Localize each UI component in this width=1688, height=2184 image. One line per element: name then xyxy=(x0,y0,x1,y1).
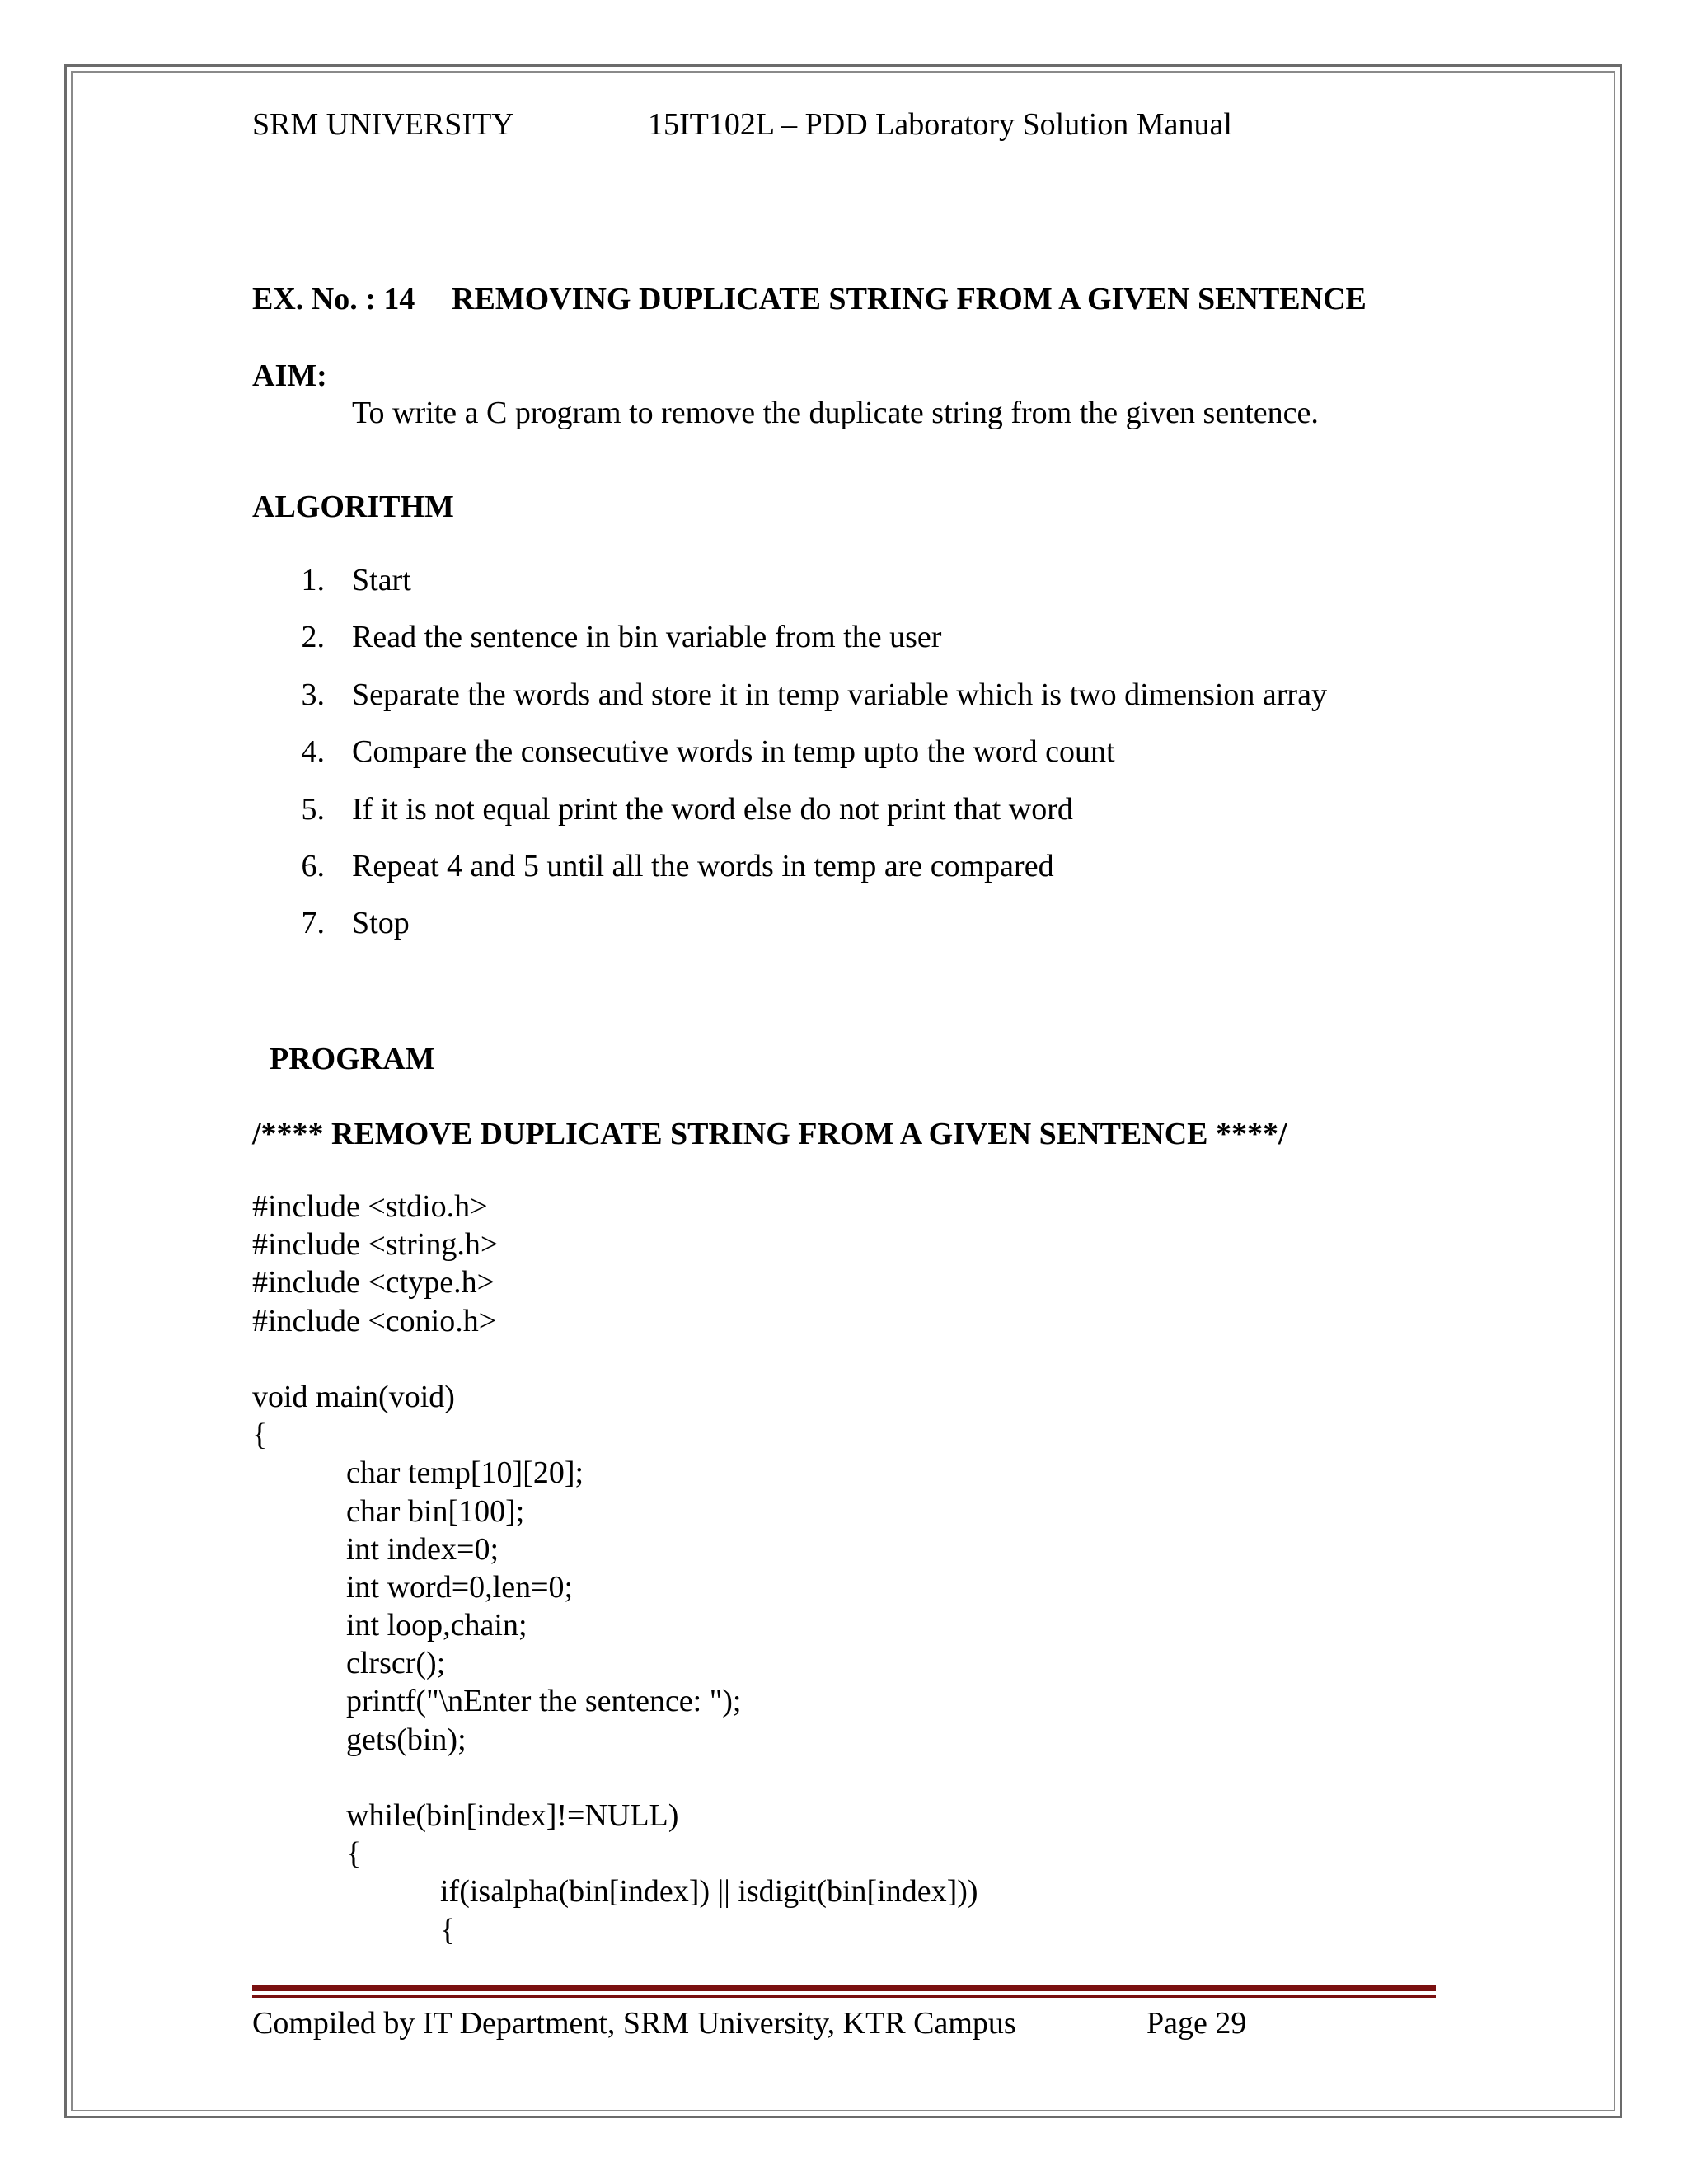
code-line: char bin[100]; xyxy=(252,1493,525,1529)
exercise-title: REMOVING DUPLICATE STRING FROM A GIVEN SENTENCE xyxy=(452,282,1367,316)
algorithm-heading: ALGORITHM xyxy=(252,490,454,524)
code-line: void main(void) xyxy=(252,1379,455,1414)
step-text: Separate the words and store it in temp variable which is two dimension array xyxy=(352,677,1327,712)
footer-compiled-by: Compiled by IT Department, SRM University, KTR Campus xyxy=(252,2006,1016,2041)
exercise-number: EX. No. : 14 xyxy=(252,282,415,316)
code-line: int word=0,len=0; xyxy=(252,1569,574,1605)
code-line: while(bin[index]!=NULL) xyxy=(252,1798,679,1833)
code-line: int index=0; xyxy=(252,1531,499,1567)
step-number: 7. xyxy=(301,906,325,941)
code-line: #include <string.h> xyxy=(252,1227,499,1263)
footer-page-number: Page 29 xyxy=(1146,2006,1247,2041)
step-number: 5. xyxy=(301,791,325,827)
code-line: if(isalpha(bin[index]) || isdigit(bin[index])) xyxy=(252,1874,978,1910)
code-line: clrscr(); xyxy=(252,1646,446,1681)
step-text: If it is not equal print the word else do not print that word xyxy=(352,791,1073,827)
code-line: { xyxy=(252,1418,268,1453)
step-text: Compare the consecutive words in temp upto the word count xyxy=(352,734,1115,770)
code-line: #include <stdio.h> xyxy=(252,1189,488,1224)
step-number: 2. xyxy=(301,620,325,655)
step-number: 6. xyxy=(301,848,325,883)
code-line: printf("\nEnter the sentence: "); xyxy=(252,1684,742,1719)
aim-heading: AIM: xyxy=(252,359,327,393)
code-line: char temp[10][20]; xyxy=(252,1455,584,1491)
header-university: SRM UNIVERSITY xyxy=(252,107,514,142)
code-line: #include <ctype.h> xyxy=(252,1265,495,1301)
program-heading: PROGRAM xyxy=(270,1042,435,1076)
aim-text: To write a C program to remove the duplicate string from the given sentence. xyxy=(352,396,1319,430)
code-line: #include <conio.h> xyxy=(252,1303,497,1338)
code-line: int loop,chain; xyxy=(252,1608,528,1643)
step-text: Repeat 4 and 5 until all the words in temp are compared xyxy=(352,848,1054,883)
step-text: Read the sentence in bin variable from the user xyxy=(352,620,942,655)
code-line xyxy=(252,1340,978,1378)
step-text: Stop xyxy=(352,906,410,941)
code-line: { xyxy=(252,1912,456,1947)
step-number: 1. xyxy=(301,563,325,598)
program-comment: /**** REMOVE DUPLICATE STRING FROM A GIVEN SENTENCE ****/ xyxy=(252,1117,1287,1151)
step-number: 4. xyxy=(301,734,325,770)
step-text: Start xyxy=(352,563,411,598)
footer-rule-thick xyxy=(252,1985,1436,1991)
header-manual-title: 15IT102L – PDD Laboratory Solution Manual xyxy=(648,107,1232,142)
code-line: { xyxy=(252,1836,362,1872)
code-line: gets(bin); xyxy=(252,1722,467,1757)
step-number: 3. xyxy=(301,677,325,712)
footer-rule-thin xyxy=(252,1995,1436,1998)
code-line xyxy=(252,1759,978,1797)
program-code xyxy=(252,1188,978,1949)
